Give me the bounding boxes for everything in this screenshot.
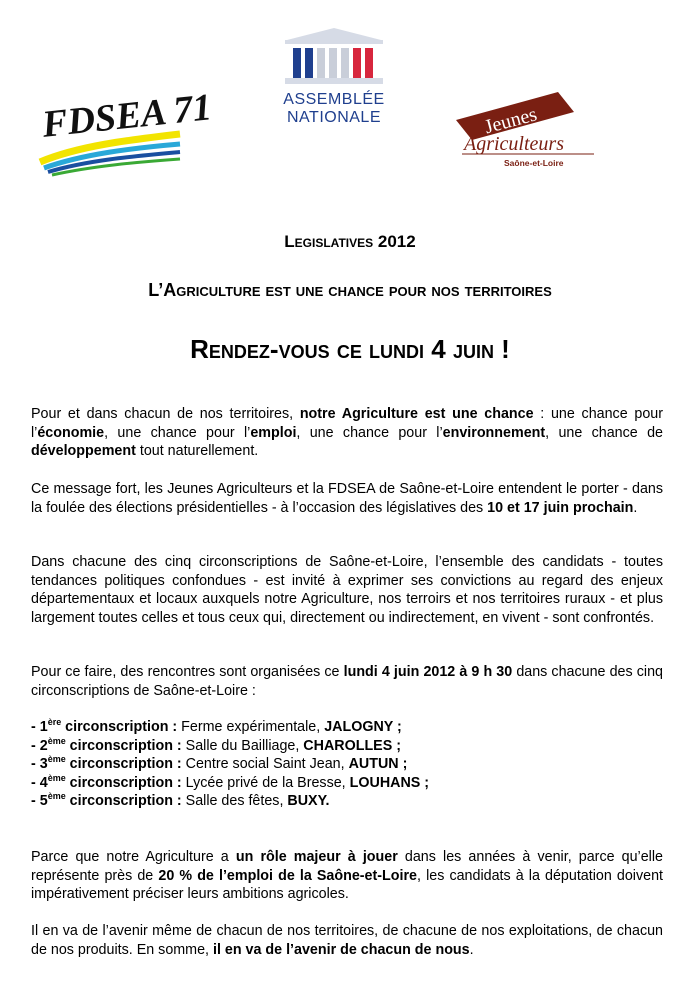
list-item: - 1ère circonscription : Ferme expérimentale, JALOGNY ; bbox=[31, 717, 402, 735]
ja-label-region: Saône-et-Loire bbox=[504, 158, 564, 168]
circonscriptions-list bbox=[31, 718, 663, 811]
jeunes-agriculteurs-logo bbox=[454, 90, 604, 170]
assemblee-label-line2: NATIONALE bbox=[287, 109, 381, 126]
list-item: - 2ème circonscription : Salle du Bailliage, CHAROLLES ; bbox=[31, 735, 401, 754]
list-item: - 5ème circonscription : Salle des fêtes, BUXY. bbox=[31, 791, 330, 809]
paragraph-2: Ce message fort, les Jeunes Agriculteurs et la FDSEA de Saône-et-Loire entendent le porter - dans la foulée des élections présidentielles - à l’occasion des législatives des 10 et 17 juin prochain. bbox=[31, 481, 663, 516]
fdsea-logo-graphic bbox=[38, 86, 214, 176]
assemblee-label-line1: ASSEMBLÉE bbox=[283, 91, 385, 108]
assemblee-nationale-logo bbox=[272, 26, 396, 134]
paragraph-3: Dans chacune des cinq circonscriptions de Saône-et-Loire, l’ensemble des candidats - toutes tendances politiques confondues - est invité à exprimer ses convictions au regard des enjeux départementaux et locaux auxquels notre Agriculture, nos terroirs et nos territoires ruraux - et plus largement toutes celles et tous ceux qui, directement ou indirectement, en vivent - sont confrontés. bbox=[31, 554, 663, 626]
fdsea-wordmark: FDSEA 71 bbox=[40, 86, 214, 146]
ja-label-agriculteurs: Agriculteurs bbox=[464, 133, 564, 155]
list-item: - 4ème circonscription : Lycée privé de la Bresse, LOUHANS ; bbox=[31, 772, 430, 791]
heading-rendez-vous: Rendez-vous ce lundi 4 juin ! bbox=[190, 334, 510, 364]
ja-label-jeunes: Jeunes bbox=[482, 103, 540, 139]
heading-agriculture-chance: L’Agriculture est une chance pour nos territoires bbox=[148, 280, 552, 300]
paragraph-1: Pour et dans chacun de nos territoires, notre Agriculture est une chance : une chance pour l’économie, une chance pour l’emploi, une chance pour l’environnement, une chance de développement tout naturellement. bbox=[31, 406, 663, 459]
hemicycle-icon bbox=[279, 26, 389, 86]
ja-logo-graphic bbox=[454, 90, 604, 170]
list-item: - 3ème circonscription : Centre social Saint Jean, AUTUN ; bbox=[31, 754, 408, 772]
heading-legislatives: Legislatives 2012 bbox=[284, 232, 416, 251]
fdsea-logo bbox=[38, 86, 214, 176]
paragraph-4: Pour ce faire, des rencontres sont organisées ce lundi 4 juin 2012 à 9 h 30 dans chacune des cinq circonscriptions de Saône-et-Loire : bbox=[31, 664, 663, 699]
paragraph-5: Parce que notre Agriculture a un rôle majeur à jouer dans les années à venir, parce qu’elle représente près de 20 % de l’emploi de la Saône-et-Loire, les candidats à la députation doivent impérativement préciser leurs ambitions agricoles. bbox=[31, 849, 664, 902]
paragraph-6: Il en va de l’avenir même de chacun de nos territoires, de chacune de nos exploitations, de chacun de nos produits. En somme, il en va de l’avenir de chacun de nous. bbox=[31, 923, 663, 958]
